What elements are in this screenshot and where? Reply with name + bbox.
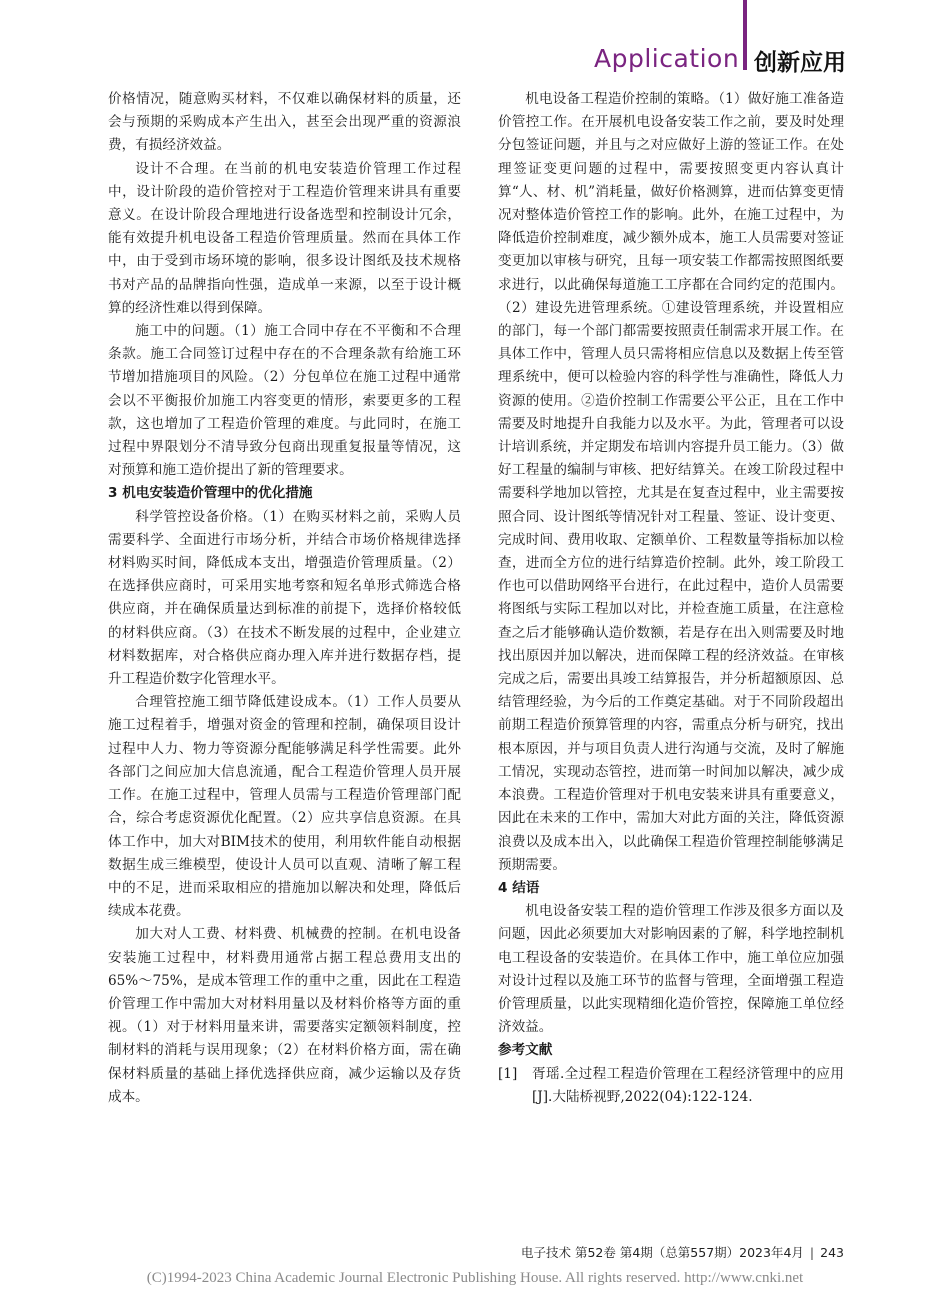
page-footer <box>510 1243 844 1261</box>
journal-info: 电子技术 第52卷 第4期（总第557期）2023年4月 <box>520 1245 804 1260</box>
paragraph: 加大对人工费、材料费、机械费的控制。在机电设备安装施工过程中，材料费用通常占据工程总费用支出的65%～75%，是成本管理工作的重中之重，因此在工程造价管理工作中需加大对材料用量以及材料价格等方面的重视。（1）对于材料用量来讲，需要落实定额领料制度，控制材料的消耗与误用现象；（2）在材料价格方面，需在确保材料质量的基础上择优选择供应商，减少运输以及存货成本。 <box>108 926 461 1105</box>
paragraph: 机电设备工程造价控制的策略。（1）做好施工准备造价管控工作。在开展机电设备安装工作之前，要及时处理分包签证问题，并且与之对应做好上游的签证工作。在处理签证变更问题的过程中，需要按照变更内容认真计算“人、材、机”消耗量，做好价格测算，进而估算变更情况对整体造价管控工作的影响。此外，在施工过程中，为降低造价控制难度，减少额外成本，施工人员需要对签证变更加以审核与研究，且每一项安装工作都需按照图纸要求进行，以此确保每道施工工序都在合同约定的范围内。（2）建设先进管理系统。①建设管理系统，并设置相应的部门，每一个部门都需要按照责任制需求开展工作。在具体工作中，管理人员只需将相应信息以及数据上传至管理系统中，便可以检验内容的科学性与准确性，降低人力资源的使用。②造价控制工作需要公平公正，且在工作中需要及时地提升自我能力以及水平。为此，管理者可以设计培训系统，并定期发布培训内容提升员工能力。（3）做好工程量的编制与审核、把好结算关。在竣工阶段过程中需要科学地加以管控，尤其是在复查过程中，业主需要按照合同、设计图纸等情况针对工程量、签证、设计变更、完成时间、费用收取、定额单价、工程数量等指标加以检查，进而全方位的进行结算造价控制。此外，竣工阶段工作也可以借助网络平台进行，在此过程中，造价人员需要将图纸与实际工程加以对比，并检查施工质量，在注意检查之后才能够确认造价数额，若是存在出入则需要及时地找出原因并加以解决，进而保障工程的经济效益。在审核完成之后，需要出具竣工结算报告，并分析超额原因、总结管理经验，为今后的工作奠定基础。对于不同阶段超出前期工程造价预算管理的内容，需重点分析与研究，找出根本原因，并与项目负责人进行沟通与交流，及时了解施工情况，实现动态管控，进而第一时间加以解决，减少成本浪费。工程造价管理对于机电安装来讲具有重要意义，因此在未来的工作中，需加大对此方面的关注，降低资源浪费以及成本出入，以此确保工程造价管理控制能够满足预期需要。 <box>498 91 844 873</box>
paragraph: 设计不合理。在当前的机电安装造价管理工作过程中，设计阶段的造价管控对于工程造价管理来讲具有重要意义。在设计阶段合理地进行设备选型和控制设计冗余，能有效提升机电设备工程造价管理质量。然而在具体工作中，由于受到市场环境的影响，很多设计图纸及技术规格书对产品的品牌指向性强，造成单一来源，以至于设计概算的经济性难以得到保障。 <box>108 160 461 316</box>
references-heading: 参考文献 <box>498 1042 553 1059</box>
reference-number: [1] <box>498 1065 518 1082</box>
copyright-watermark: (C)1994-2023 China Academic Journal Electronic Publishing House. All rights reserved. http://www.cnki.net <box>146 1270 804 1286</box>
reference-text: 胥瑶.全过程工程造价管理在工程经济管理中的应用[J].大陆桥视野,2022(04):122-124. <box>532 1065 844 1105</box>
section-heading: 4 结语 <box>498 879 540 896</box>
paragraph: 合理管控施工细节降低建设成本。（1）工作人员要从施工过程着手，增强对资金的管理和控制，确保项目设计过程中人力、物力等资源分配能够满足科学性需要。此外各部门之间应加大信息流通，配合工程造价管理人员开展工作。在施工过程中，管理人员需与工程造价管理部门配合，综合考虑资源优化配置。（2）应共享信息资源。在具体工作中，加大对BIM技术的使用，利用软件能自动根据数据生成三维模型，使设计人员可以直观、清晰了解工程中的不足，进而采取相应的措施加以解决和处理，降低后续成本花费。 <box>108 694 461 920</box>
paragraph: 施工中的问题。（1）施工合同中存在不平衡和不合理条款。施工合同签订过程中存在的不合理条款有给施工环节增加措施项目的风险。（2）分包单位在施工过程中通常会以不平衡报价加施工内容变更的情形，索要更多的工程款，这也增加了工程造价管理的难度。与此同时，在施工过程中界限划分不清导致分包商出现重复报量等情况，这对预算和施工造价提出了新的管理要求。 <box>108 323 461 479</box>
header-accent-bar <box>743 0 747 70</box>
section-label-english: Application <box>594 44 740 73</box>
section-heading: 3 机电安装造价管理中的优化措施 <box>108 485 313 502</box>
paragraph: 科学管控设备价格。（1）在购买材料之前，采购人员需要科学、全面进行市场分析，并结合市场价格规律选择材料购买时间，降低成本支出，增强造价管理质量。（2）在选择供应商时，可采用实地考察和短名单形式筛选合格供应商，并在确保质量达到标准的前提下，选择价格较低的材料供应商。（3）在技术不断发展的过程中，企业建立材料数据库，对合格供应商办理入库并进行数据存档，提升工程造价数字化管理水平。 <box>108 508 461 688</box>
section-label-chinese: 创新应用 <box>754 50 846 76</box>
footer-divider: | <box>809 1245 815 1260</box>
paragraph: 机电设备安装工程的造价管理工作涉及很多方面以及问题，因此必须要加大对影响因素的了解，科学地控制机电工程设备的安装造价。在具体工作中，施工单位应加强对设计过程以及施工环节的监督与管理，全面增强工程造价管理质量，以此实现精细化造价管控，保障施工单位经济效益。 <box>498 903 844 1036</box>
paragraph: 价格情况，随意购买材料，不仅难以确保材料的质量，还会与预期的采购成本产生出入，甚至会出现严重的资源浪费，有损经济效益。 <box>108 91 461 154</box>
page-number: 243 <box>820 1245 844 1260</box>
reference-item <box>498 1063 844 1109</box>
right-column <box>498 88 844 1109</box>
left-column <box>108 88 461 1109</box>
